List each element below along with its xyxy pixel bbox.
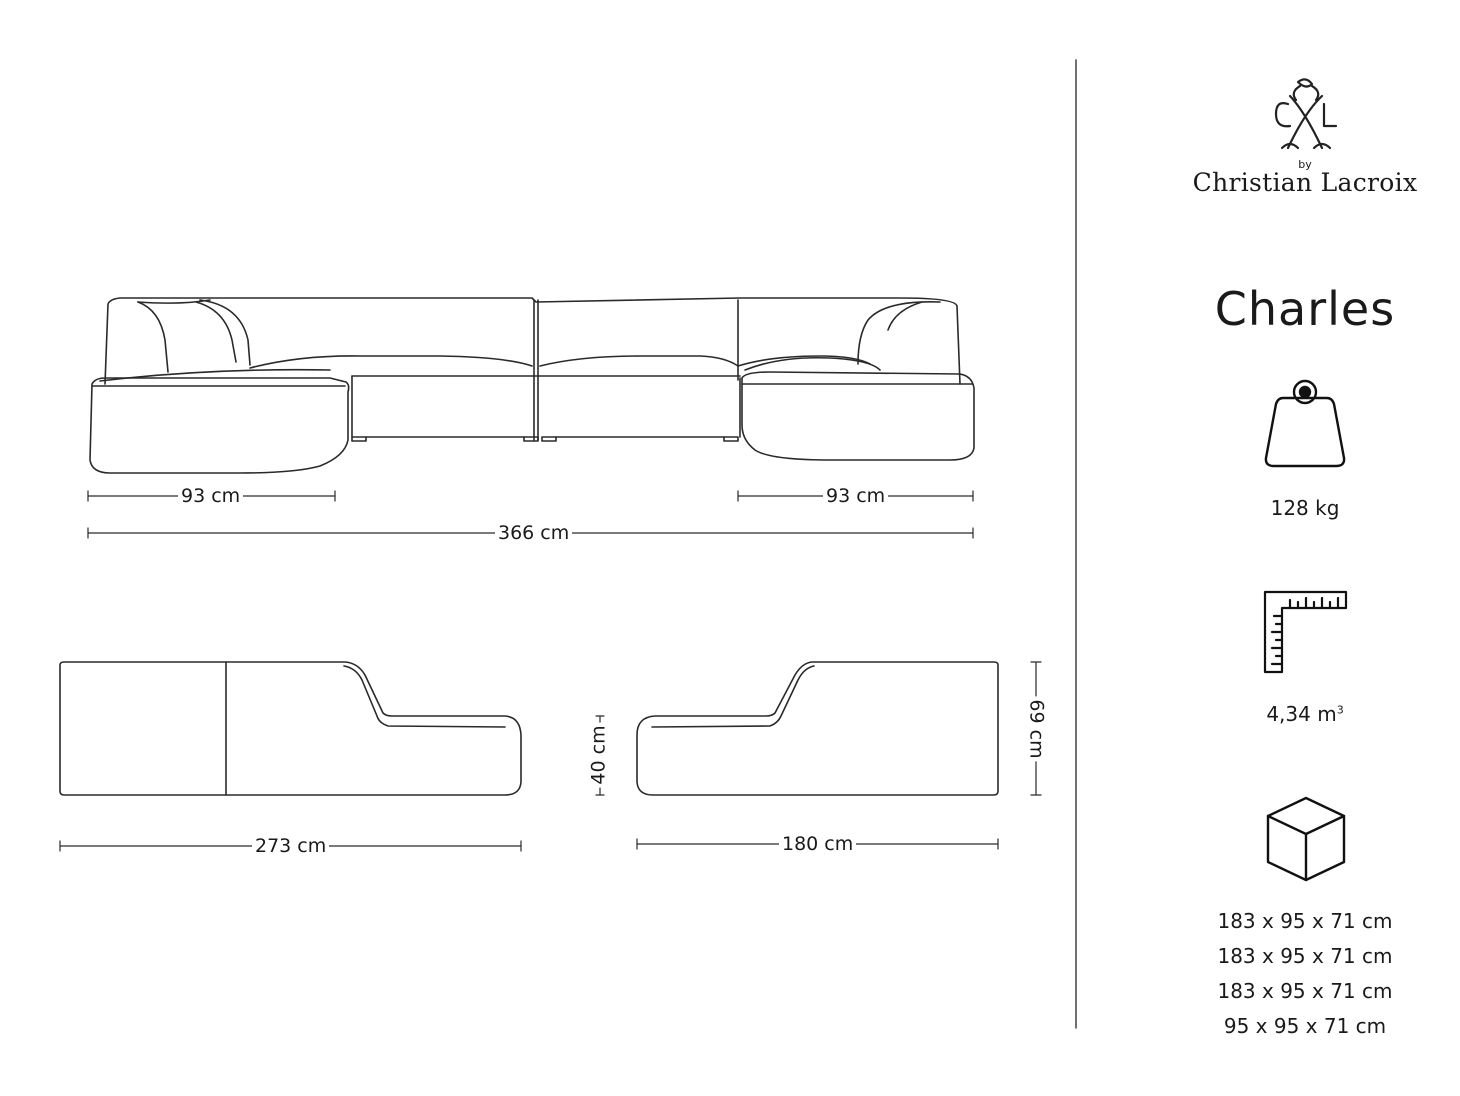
- right-width-label: 93 cm: [823, 485, 888, 507]
- ruler-icon: [1265, 592, 1346, 672]
- package-item: 183 x 95 x 71 cm: [1217, 979, 1393, 1003]
- package-list: [1080, 904, 1460, 1044]
- volume-value: [1080, 702, 1460, 726]
- left-width-label: 93 cm: [178, 485, 243, 507]
- volume-exponent: 3: [1336, 703, 1344, 717]
- logo-icon: [1276, 79, 1336, 148]
- volume-number: 4,34 m: [1266, 702, 1337, 726]
- brand-name: Christian Lacroix: [1192, 168, 1418, 197]
- side-left-length-label: 273 cm: [252, 835, 329, 857]
- package-item: 183 x 95 x 71 cm: [1217, 944, 1393, 968]
- side-dimension-lines: [60, 662, 1041, 851]
- package-item: 95 x 95 x 71 cm: [1223, 1014, 1387, 1038]
- product-name: Charles: [1214, 282, 1396, 336]
- seat-height-label: 40 cm: [588, 722, 610, 787]
- brand-by: by: [1298, 158, 1312, 171]
- side-view-left: [60, 662, 521, 795]
- side-view-right: [637, 662, 998, 795]
- front-view: [90, 298, 974, 473]
- package-item: 183 x 95 x 71 cm: [1217, 909, 1393, 933]
- total-width-label: 366 cm: [495, 522, 572, 544]
- total-height-label: 69 cm: [1026, 696, 1048, 761]
- side-right-length-label: 180 cm: [779, 833, 856, 855]
- box-icon: [1268, 798, 1344, 880]
- weight-value: 128 kg: [1270, 496, 1340, 520]
- weight-icon: [1266, 381, 1344, 466]
